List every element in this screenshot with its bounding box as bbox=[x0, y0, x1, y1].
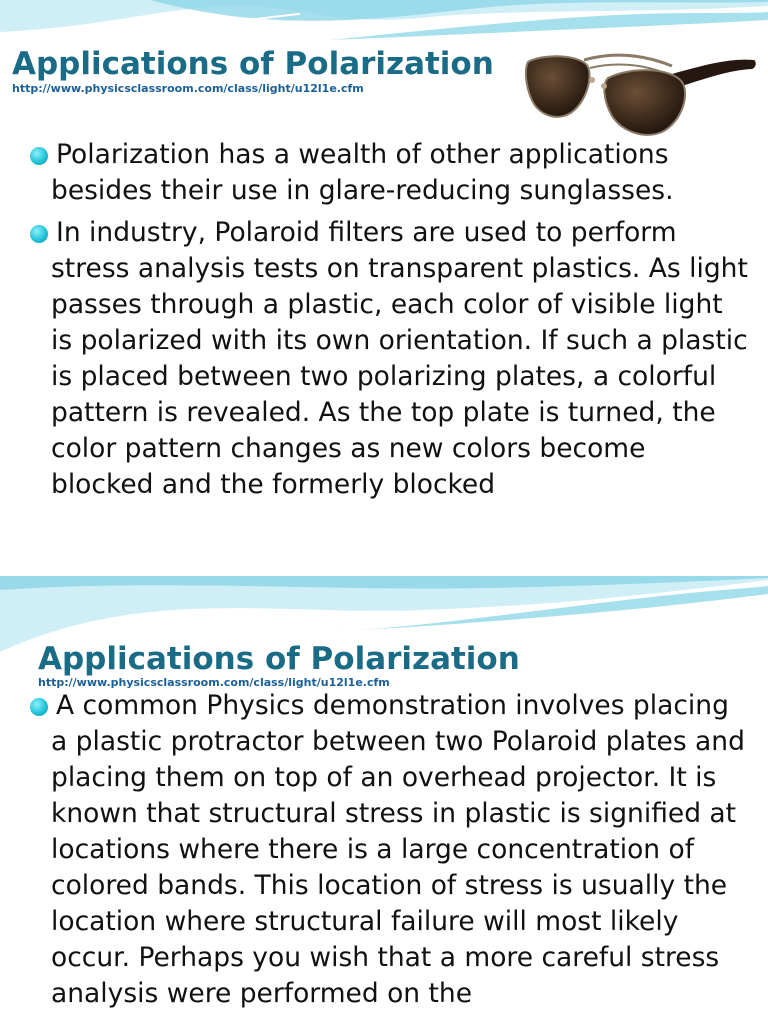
list-item bbox=[0, 137, 751, 209]
bullet-dot-icon bbox=[30, 225, 48, 243]
bullet-text: Polarization has a wealth of other applications besides their use in glare-reducing sunglasses. bbox=[51, 139, 674, 206]
bullet-list bbox=[0, 688, 751, 1012]
source-url[interactable]: http://www.physicsclassroom.com/class/light/u12l1e.cfm bbox=[38, 676, 390, 689]
bullet-dot-icon bbox=[30, 147, 48, 165]
bullet-text: A common Physics demonstration involves placing a plastic protractor between two Polaroid plates and placing them on top of an overhead projector. It is known that structural stress in plastic is signified at locations where there is a large concentration of colored bands. This location of stress is usually the location where structural failure will most likely occur. Perhaps you wish that a more careful stress analysis were performed on the bbox=[51, 690, 745, 1009]
bullet-dot-icon bbox=[30, 698, 48, 716]
bullet-list bbox=[0, 137, 751, 503]
slide-title: Applications of Polarization bbox=[38, 641, 520, 677]
sunglasses-icon bbox=[522, 38, 758, 138]
list-item bbox=[0, 688, 751, 1012]
source-url[interactable]: http://www.physicsclassroom.com/class/light/u12l1e.cfm bbox=[12, 82, 364, 95]
slide-2 bbox=[0, 576, 768, 1024]
list-item bbox=[0, 215, 751, 503]
slide-title: Applications of Polarization bbox=[12, 46, 494, 82]
bullet-text: In industry, Polaroid filters are used to perform stress analysis tests on transparent plastics. As light passes through a plastic, each color of visible light is polarized with its own orientation. If such a plastic is placed between two polarizing plates, a colorful pattern is revealed. As the top plate is turned, the color pattern changes as new colors become blocked and the formerly blocked bbox=[51, 217, 748, 500]
